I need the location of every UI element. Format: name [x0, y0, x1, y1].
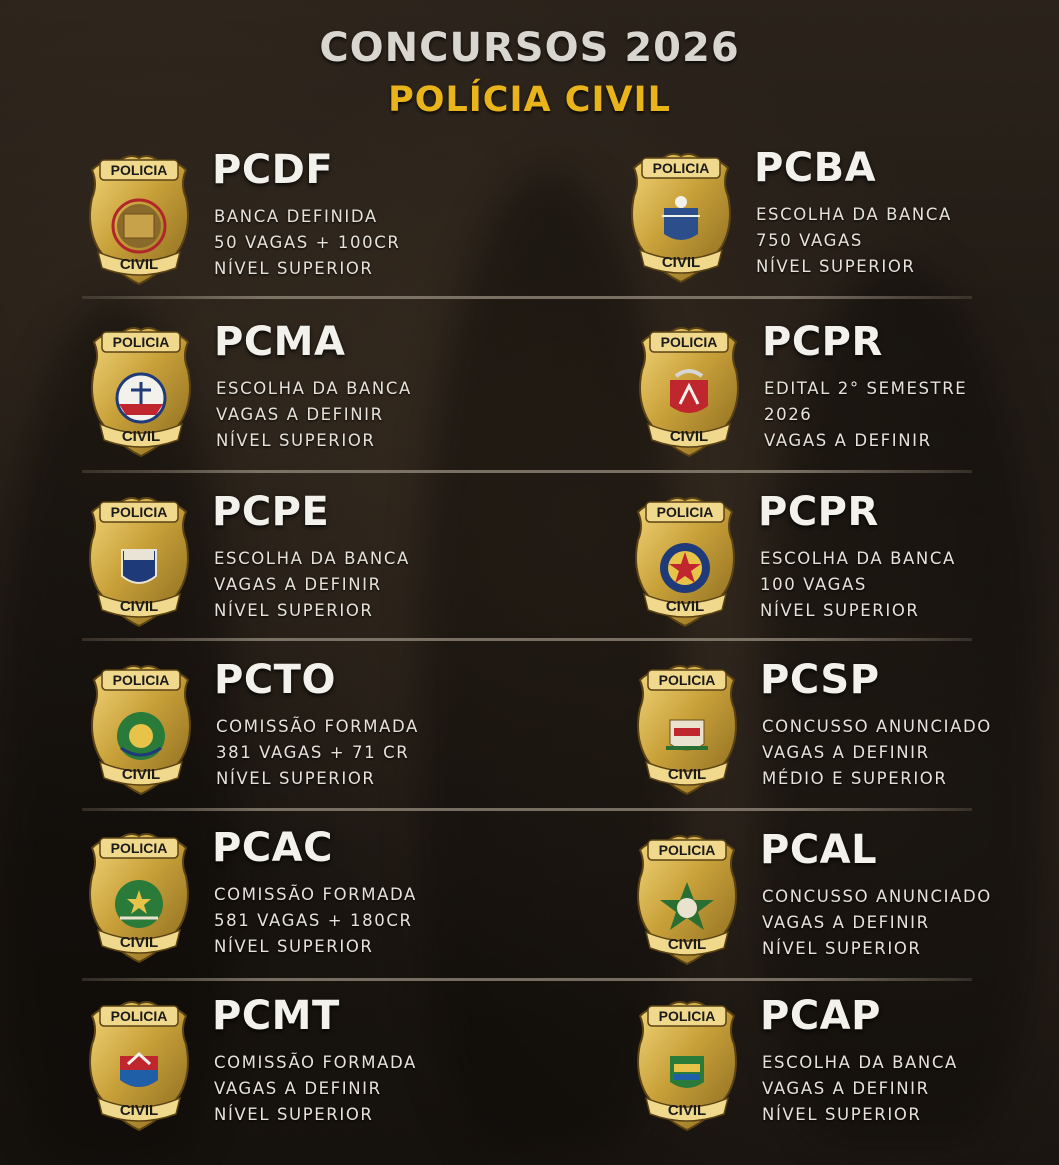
svg-text:CIVIL: CIVIL [119, 598, 159, 615]
svg-text:CIVIL: CIVIL [661, 254, 701, 271]
detail-line: NÍVEL SUPERIOR [214, 937, 374, 956]
svg-text:CIVIL: CIVIL [667, 766, 707, 783]
detail-line: VAGAS A DEFINIR [762, 743, 930, 762]
police-badge-icon [630, 490, 740, 630]
detail-line: ESCOLHA DA BANCA [760, 549, 956, 568]
agency-card-pcal [632, 828, 1059, 978]
svg-text:POLICIA: POLICIA [658, 672, 716, 688]
police-badge-icon [84, 148, 194, 288]
agency-abbreviation: PCPE [212, 489, 330, 535]
svg-text:POLICIA: POLICIA [110, 162, 168, 178]
police-badge-icon [626, 146, 736, 286]
agency-abbreviation: PCAL [760, 827, 878, 873]
detail-line: VAGAS A DEFINIR [762, 913, 930, 932]
agency-details [214, 546, 410, 624]
mt-emblem-icon [120, 1054, 158, 1087]
detail-line: ESCOLHA DA BANCA [756, 205, 952, 224]
detail-line: VAGAS A DEFINIR [214, 575, 382, 594]
agency-abbreviation: PCBA [754, 145, 877, 191]
agency-details [762, 714, 992, 792]
agency-card-pcma [86, 320, 546, 470]
detail-line: 50 VAGAS + 100CR [214, 233, 401, 252]
agency-details [756, 202, 952, 280]
svg-text:POLICIA: POLICIA [660, 334, 718, 350]
detail-line: 750 VAGAS [756, 231, 863, 250]
agency-card-pcba [626, 146, 1059, 296]
detail-line: COMISSÃO FORMADA [216, 717, 419, 736]
detail-line: COMISSÃO FORMADA [214, 1053, 417, 1072]
police-badge-icon [84, 994, 194, 1134]
pe-emblem-icon [122, 550, 156, 583]
police-badge-icon [632, 658, 742, 798]
agency-abbreviation: PCAP [760, 993, 881, 1039]
sp-emblem-icon [666, 720, 708, 750]
detail-line: NÍVEL SUPERIOR [216, 769, 376, 788]
detail-line: VAGAS A DEFINIR [214, 1079, 382, 1098]
svg-text:CIVIL: CIVIL [121, 428, 161, 445]
agency-card-pcsp [632, 658, 1059, 808]
detail-line: ESCOLHA DA BANCA [214, 549, 410, 568]
detail-line: 100 VAGAS [760, 575, 867, 594]
agency-details [762, 884, 992, 962]
police-badge-icon [84, 490, 194, 630]
agency-abbreviation: PCSP [760, 657, 880, 703]
row-divider [82, 808, 972, 811]
svg-text:CIVIL: CIVIL [667, 936, 707, 953]
detail-line: NÍVEL SUPERIOR [214, 1105, 374, 1124]
agency-details [762, 1050, 958, 1128]
svg-text:CIVIL: CIVIL [121, 766, 161, 783]
detail-line: VAGAS A DEFINIR [764, 431, 932, 450]
detail-line: BANCA DEFINIDA [214, 207, 378, 226]
detail-line: MÉDIO E SUPERIOR [762, 769, 948, 788]
agency-card-pcap [632, 994, 1059, 1144]
agency-abbreviation: PCAC [212, 825, 333, 871]
svg-text:POLICIA: POLICIA [112, 672, 170, 688]
agency-card-pcpe [84, 490, 544, 640]
svg-text:POLICIA: POLICIA [110, 840, 168, 856]
detail-line: CONCUSSO ANUNCIADO [762, 717, 992, 736]
agency-card-pcpr [634, 320, 1059, 470]
agency-card-pcmt [84, 994, 544, 1144]
page-title: CONCURSOS 2026 [319, 25, 740, 71]
svg-text:POLICIA: POLICIA [652, 160, 710, 176]
df-emblem-icon [113, 200, 165, 252]
agency-abbreviation: PCDF [212, 147, 334, 193]
agency-abbreviation: PCPR [762, 319, 883, 365]
police-badge-icon [86, 320, 196, 460]
police-badge-icon [632, 828, 742, 968]
police-badge-icon [86, 658, 196, 798]
row-divider [82, 470, 972, 473]
detail-line: CONCUSSO ANUNCIADO [762, 887, 992, 906]
agency-details [764, 376, 967, 454]
agency-card-pcto [86, 658, 546, 808]
ma-emblem-icon [117, 374, 165, 422]
star-emblem-icon [660, 543, 710, 593]
detail-line: NÍVEL SUPERIOR [762, 1105, 922, 1124]
agency-details [214, 204, 400, 282]
detail-line: NÍVEL SUPERIOR [762, 939, 922, 958]
svg-text:CIVIL: CIVIL [119, 256, 159, 273]
svg-text:POLICIA: POLICIA [110, 1008, 168, 1024]
detail-line: VAGAS A DEFINIR [762, 1079, 930, 1098]
agency-details [216, 376, 412, 454]
svg-text:CIVIL: CIVIL [665, 598, 705, 615]
svg-text:POLICIA: POLICIA [110, 504, 168, 520]
svg-text:CIVIL: CIVIL [669, 428, 709, 445]
agency-details [214, 882, 417, 960]
detail-line: NÍVEL SUPERIOR [756, 257, 916, 276]
ac-emblem-icon [115, 880, 163, 928]
detail-line: NÍVEL SUPERIOR [216, 431, 376, 450]
agency-abbreviation: PCMT [212, 993, 340, 1039]
svg-text:POLICIA: POLICIA [112, 334, 170, 350]
agency-abbreviation: PCTO [214, 657, 336, 703]
detail-line: NÍVEL SUPERIOR [760, 601, 920, 620]
detail-line: ESCOLHA DA BANCA [762, 1053, 958, 1072]
agency-details [214, 1050, 417, 1128]
detail-line: ESCOLHA DA BANCA [216, 379, 412, 398]
header [0, 18, 1059, 122]
row-divider [82, 978, 972, 981]
svg-text:POLICIA: POLICIA [656, 504, 714, 520]
svg-text:POLICIA: POLICIA [658, 842, 716, 858]
detail-line: COMISSÃO FORMADA [214, 885, 417, 904]
svg-text:CIVIL: CIVIL [667, 1102, 707, 1119]
police-badge-icon [632, 994, 742, 1134]
to-emblem-icon [117, 712, 165, 760]
svg-text:CIVIL: CIVIL [119, 1102, 159, 1119]
detail-line: 2026 [764, 405, 813, 424]
ap-emblem-icon [670, 1056, 704, 1088]
svg-text:POLICIA: POLICIA [658, 1008, 716, 1024]
detail-line: NÍVEL SUPERIOR [214, 259, 374, 278]
agency-card-pcdf [84, 148, 544, 298]
agency-card-pcpr [630, 490, 1059, 640]
agency-abbreviation: PCMA [214, 319, 346, 365]
detail-line: 581 VAGAS + 180CR [214, 911, 413, 930]
agency-details [760, 546, 956, 624]
police-badge-icon [84, 826, 194, 966]
police-badge-icon [634, 320, 744, 460]
svg-text:CIVIL: CIVIL [119, 934, 159, 951]
agency-card-pcac [84, 826, 544, 976]
page-subtitle: POLÍCIA CIVIL [388, 80, 671, 120]
detail-line: NÍVEL SUPERIOR [214, 601, 374, 620]
detail-line: EDITAL 2° SEMESTRE [764, 379, 968, 398]
detail-line: 381 VAGAS + 71 CR [216, 743, 410, 762]
agency-abbreviation: PCPR [758, 489, 879, 535]
detail-line: VAGAS A DEFINIR [216, 405, 384, 424]
agency-details [216, 714, 419, 792]
